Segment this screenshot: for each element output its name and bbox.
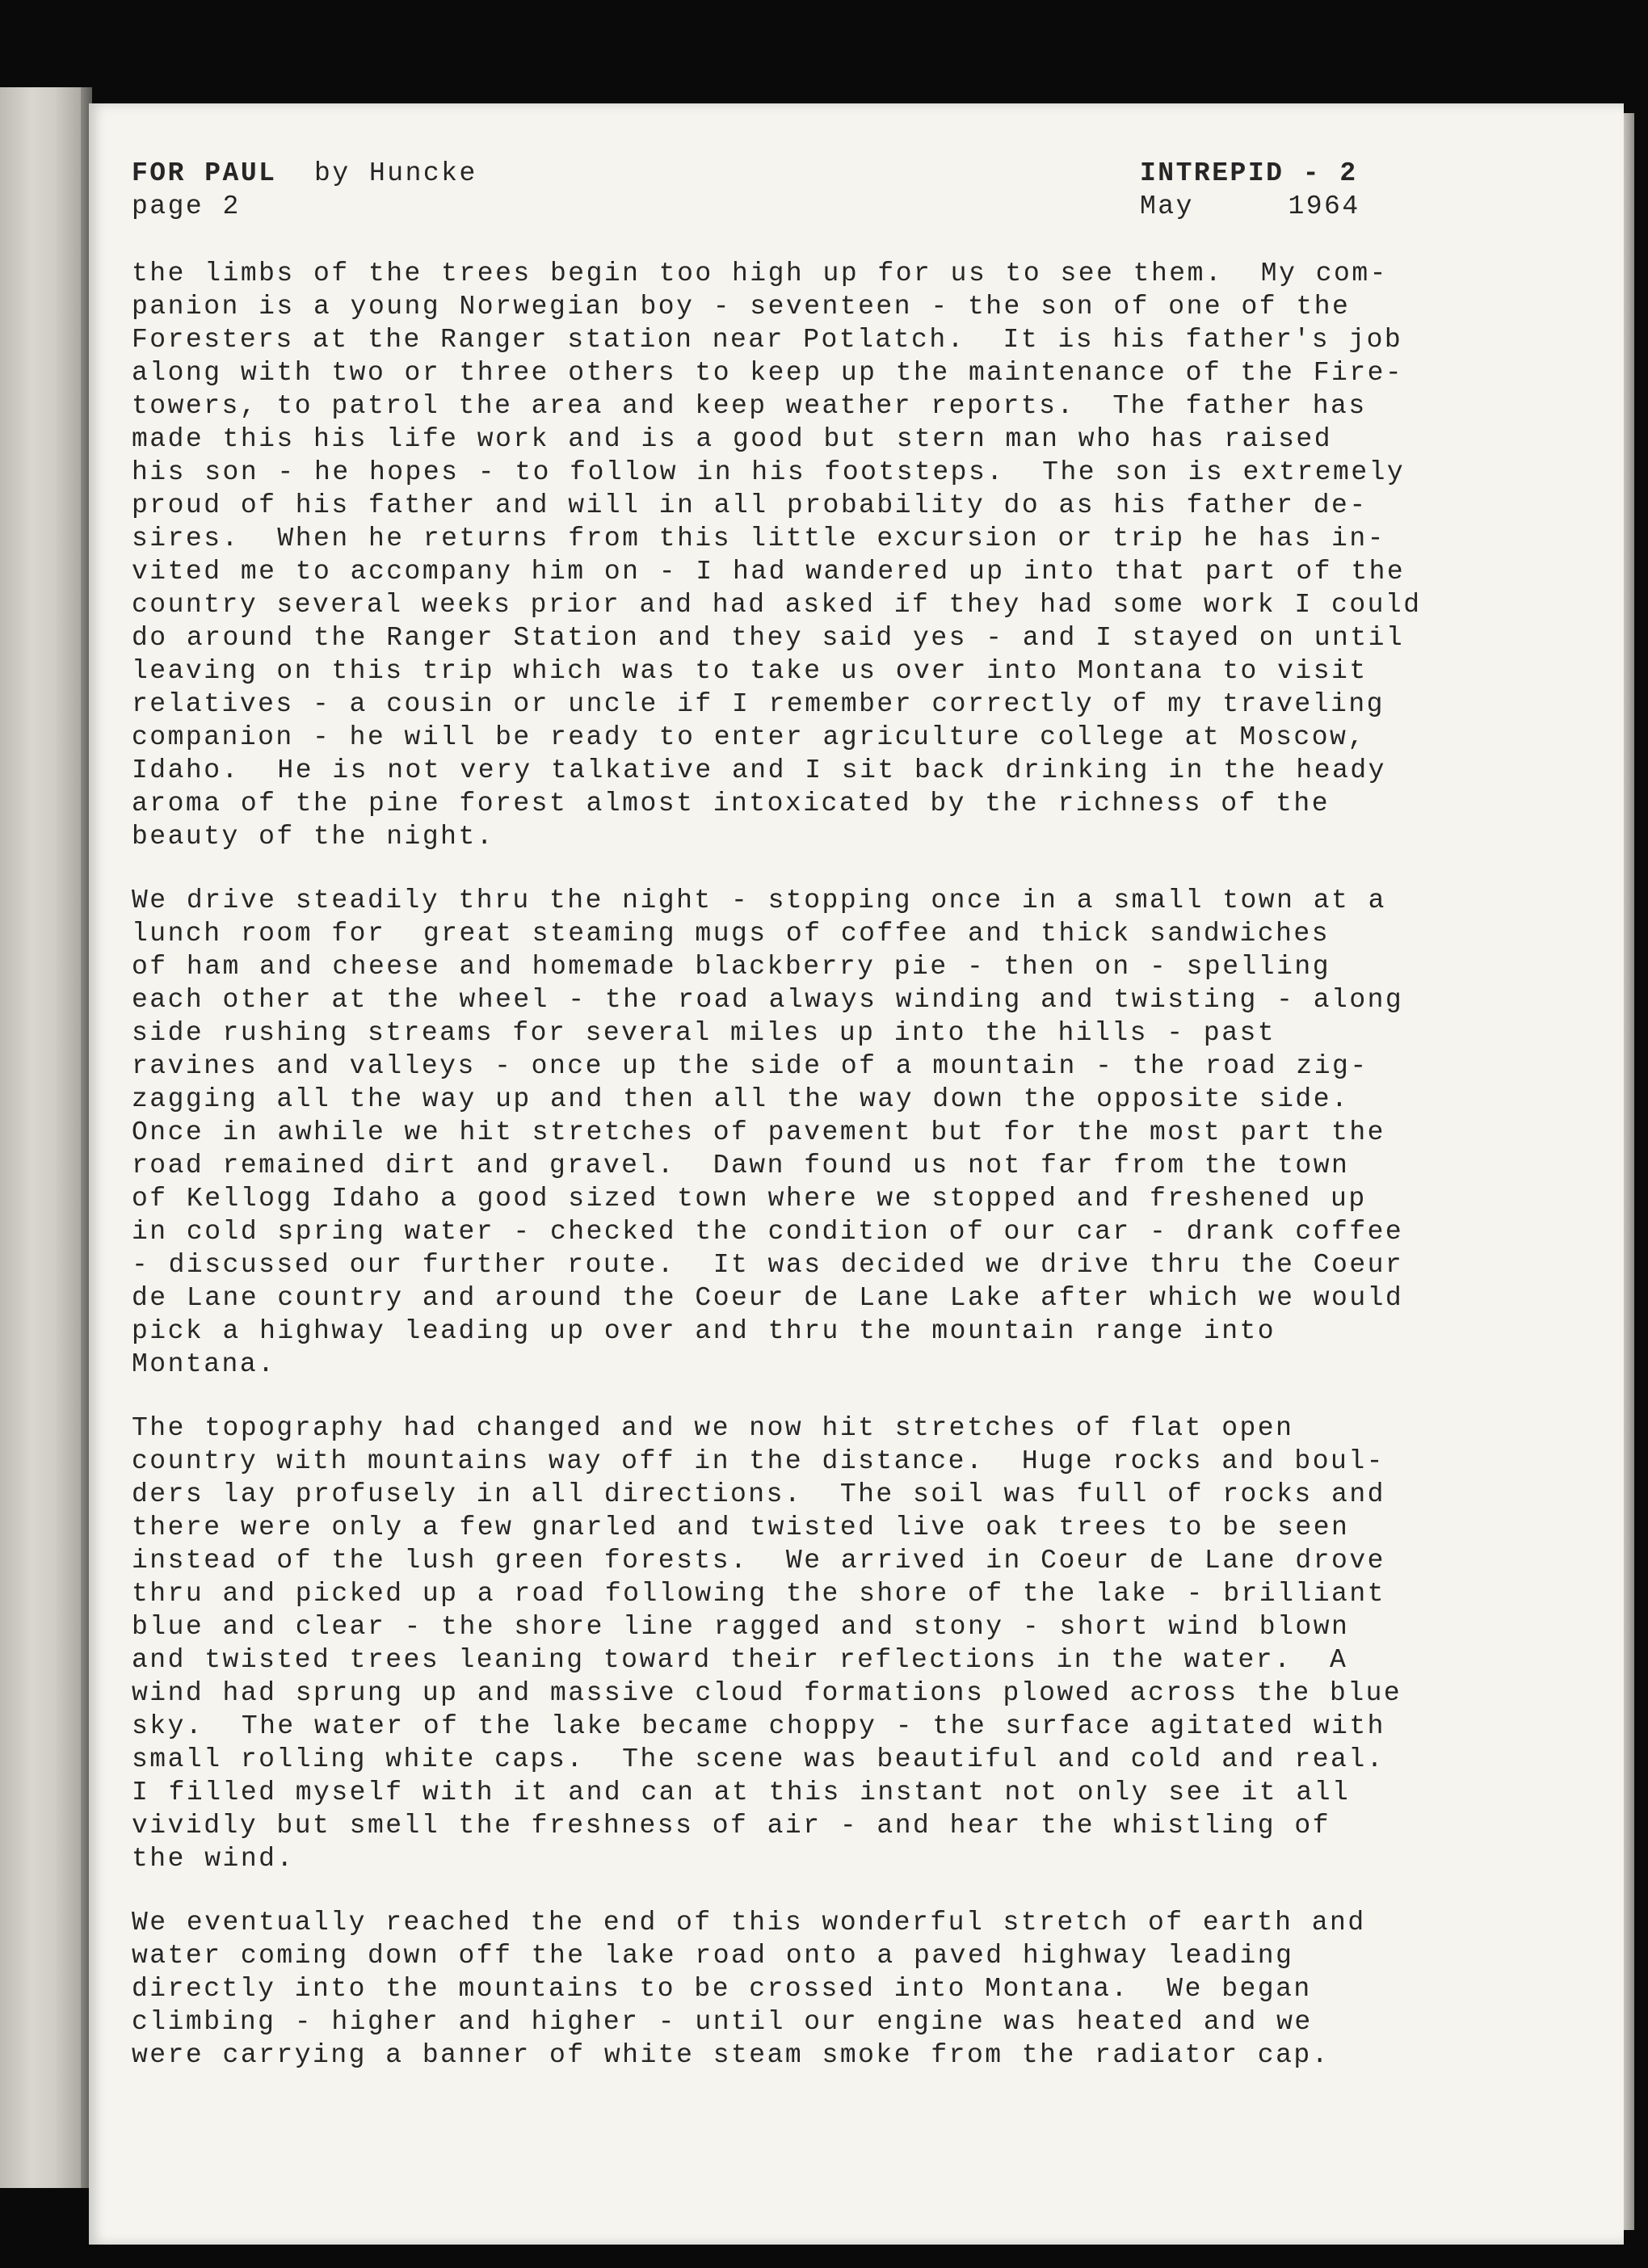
text-line: climbing - higher and higher - until our engine was heated and we (132, 2007, 1313, 2037)
text-line: wind had sprung up and massive cloud formations plowed across the blue (132, 1678, 1402, 1708)
header-left (132, 157, 477, 223)
header-right (1140, 157, 1360, 223)
text-line: I filled myself with it and can at this instant not only see it all (132, 1778, 1351, 1807)
text-line: Montana. (132, 1349, 276, 1379)
text-line: country with mountains way off in the distance. Huge rocks and boul- (132, 1446, 1385, 1476)
text-line: his son - he hopes - to follow in his footsteps. The son is extremely (132, 457, 1406, 487)
text-line: leaving on this trip which was to take us over into Montana to visit (132, 656, 1368, 686)
text-line: vividly but smell the freshness of air - and hear the whistling of (132, 1811, 1331, 1841)
text-line: vited me to accompany him on - I had wandered up into that part of the (132, 557, 1406, 587)
text-line: water coming down off the lake road onto a paved highway leading (132, 1941, 1294, 1971)
text-line: de Lane country and around the Coeur de Lane Lake after which we would (132, 1283, 1404, 1313)
text-line: the limbs of the trees begin too high up for us to see them. My com- (132, 259, 1388, 288)
text-line: and twisted trees leaning toward their reflections in the water. A (132, 1645, 1348, 1675)
text-line: along with two or three others to keep up the maintenance of the Fire- (132, 358, 1404, 388)
text-line: lunch room for great steaming mugs of coffee and thick sandwiches (132, 919, 1331, 949)
text-line: towers, to patrol the area and keep weather reports. The father has (132, 391, 1367, 421)
text-line: the wind. (132, 1844, 295, 1874)
publication-name: INTREPID - 2 (1140, 158, 1358, 188)
text-line: were carrying a banner of white steam smoke from the radiator cap. (132, 2040, 1331, 2070)
text-line: We eventually reached the end of this wonderful stretch of earth and (132, 1908, 1366, 1938)
text-line: Once in awhile we hit stretches of pavement but for the most part the (132, 1117, 1385, 1147)
text-line: do around the Ranger Station and they said yes - and I stayed on until (132, 623, 1405, 653)
text-line: zagging all the way up and then all the way down the opposite side. (132, 1084, 1350, 1114)
text-line: The topography had changed and we now hit stretches of flat open (132, 1413, 1294, 1443)
text-line: pick a highway leading up over and thru the mountain range into (132, 1316, 1276, 1346)
text-line: blue and clear - the shore line ragged and stony - short wind blown (132, 1612, 1350, 1642)
text-line: - discussed our further route. It was decided we drive thru the Coeur (132, 1250, 1404, 1280)
paragraph (132, 1906, 1586, 2072)
text-line: small rolling white caps. The scene was beautiful and cold and real. (132, 1744, 1385, 1774)
binding-strip (0, 87, 90, 2188)
text-line: companion - he will be ready to enter agriculture college at Moscow, (132, 722, 1366, 752)
text-line: road remained dirt and gravel. Dawn found us not far from the town (132, 1151, 1350, 1180)
issue-year: 1964 (1288, 191, 1360, 221)
text-line: side rushing streams for several miles up into the hills - past (132, 1018, 1276, 1048)
text-line: aroma of the pine forest almost intoxicated by the richness of the (132, 789, 1331, 818)
paragraph (132, 1412, 1586, 1875)
text-line: proud of his father and will in all probability do as his father de- (132, 490, 1368, 520)
text-line: there were only a few gnarled and twisted live oak trees to be seen (132, 1513, 1350, 1542)
text-line: ders lay profusely in all directions. The soil was full of rocks and (132, 1479, 1385, 1509)
paragraph (132, 257, 1586, 853)
page-header (132, 157, 1553, 229)
text-line: each other at the wheel - the road always winding and twisting - along (132, 985, 1404, 1015)
story-title: FOR PAUL (132, 158, 277, 188)
text-line: We drive steadily thru the night - stopping once in a small town at a (132, 886, 1386, 915)
text-line: beauty of the night. (132, 822, 495, 852)
text-line: ravines and valleys - once up the side of a mountain - the road zig- (132, 1051, 1368, 1081)
story-body (132, 257, 1586, 2102)
text-line: made this his life work and is a good but stern man who has raised (132, 424, 1333, 454)
text-line: directly into the mountains to be crossed into Montana. We began (132, 1974, 1312, 2004)
text-line: sky. The water of the lake became choppy - the surface agitated with (132, 1711, 1385, 1741)
text-line: thru and picked up a road following the shore of the lake - brilliant (132, 1579, 1385, 1609)
text-line: of ham and cheese and homemade blackberry pie - then on - spelling (132, 952, 1331, 982)
issue-month: May (1140, 191, 1194, 221)
paragraph (132, 884, 1586, 1381)
typewritten-page (89, 103, 1624, 2245)
text-line: sires. When he returns from this little excursion or trip he has in- (132, 524, 1385, 553)
text-line: instead of the lush green forests. We arrived in Coeur de Lane drove (132, 1546, 1385, 1576)
page-label: page 2 (132, 191, 241, 221)
text-line: relatives - a cousin or uncle if I remember correctly of my traveling (132, 689, 1385, 719)
text-line: country several weeks prior and had asked if they had some work I could (132, 590, 1422, 620)
text-line: Foresters at the Ranger station near Potlatch. It is his father's job (132, 325, 1403, 355)
text-line: in cold spring water - checked the condition of our car - drank coffee (132, 1217, 1404, 1247)
story-byline: by Huncke (314, 158, 477, 188)
text-line: of Kellogg Idaho a good sized town where we stopped and freshened up (132, 1184, 1367, 1214)
text-line: panion is a young Norwegian boy - seventeen - the son of one of the (132, 292, 1351, 322)
text-line: Idaho. He is not very talkative and I sit back drinking in the heady (132, 755, 1386, 785)
